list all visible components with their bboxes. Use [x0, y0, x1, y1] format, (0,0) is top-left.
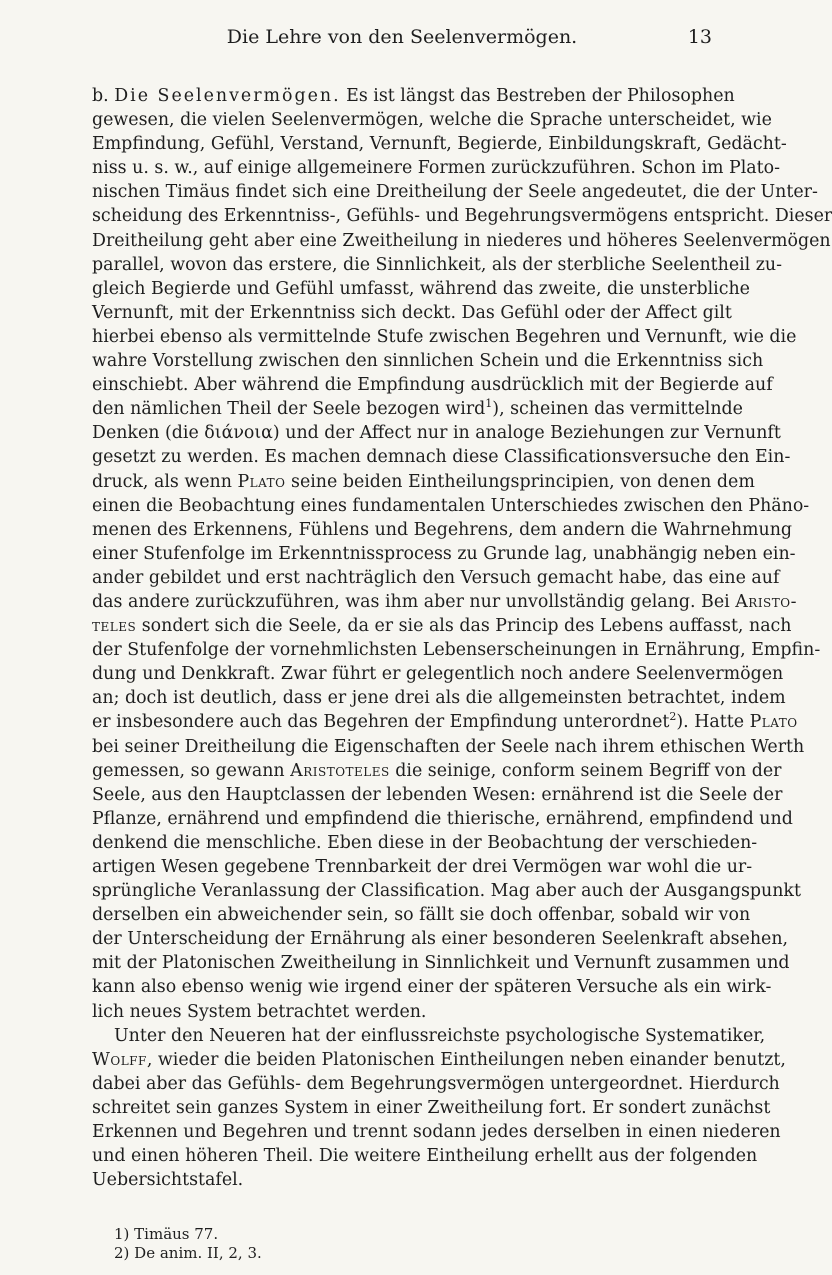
text-line — [92, 686, 786, 710]
text-run: kann also ebenso wenig wie irgend einer der späteren Versuche als ein wirk- — [92, 977, 772, 998]
text-run: Seele, aus den Hauptclassen der lebenden Wesen: ernährend ist die Seele der — [92, 784, 783, 805]
text-run: der Stufenfolge der vornehmlichsten Lebenserscheinungen in Ernährung, Empfin- — [92, 640, 821, 661]
text-line — [92, 494, 810, 518]
text-run: ). Hatte — [676, 712, 750, 733]
text-line — [92, 590, 797, 614]
text-run: Es ist längst das Bestreben der Philosophen — [340, 86, 735, 106]
text-line — [92, 735, 805, 759]
section-heading: Die Seelenvermögen. — [114, 86, 341, 106]
text-line — [92, 879, 801, 903]
text-run: gemessen, so gewann — [92, 760, 291, 781]
text-line — [92, 421, 781, 445]
text-run: die seinige, conform seinem Begriff von der — [389, 760, 782, 781]
text-run: gewesen, die vielen Seelenvermögen, welche die Sprache unterscheidet, wie — [92, 110, 772, 131]
text-run: einer Stufenfolge im Erkenntnissprocess zu Grunde lag, unabhängig neben ein- — [92, 543, 796, 564]
text-line — [92, 566, 780, 590]
text-run: und einen höheren Theil. Die weitere Eintheilung erhellt aus der folgenden — [92, 1146, 758, 1167]
text-run: Dreitheilung geht aber eine Zweitheilung in niederes und höheres Seelenvermögen — [92, 230, 831, 251]
text-line — [92, 277, 750, 301]
text-run: wahre Vorstellung zwischen den sinnlichen Schein und die Erkenntniss sich — [92, 351, 764, 372]
page-number: 13 — [687, 26, 712, 48]
text-run: bei seiner Dreitheilung die Eigenschaften der Seele nach ihrem ethischen Werth — [92, 736, 805, 757]
text-line — [92, 229, 831, 253]
body-text — [92, 84, 832, 1192]
text-line — [92, 349, 764, 373]
text-line — [92, 397, 743, 421]
text-run: Uebersichtstafel. — [92, 1170, 244, 1191]
text-line — [92, 1000, 712, 1024]
text-run: b. — [92, 86, 115, 106]
text-run: Unter den Neueren hat der einflussreichste psychologische Systematiker, — [114, 1025, 766, 1046]
text-line — [92, 1024, 766, 1048]
author-name: Plato — [749, 712, 798, 733]
author-name: teles — [92, 616, 137, 637]
text-run: dung und Denkkraft. Zwar führt er gelegentlich noch andere Seelenvermögen — [92, 664, 784, 685]
text-line — [92, 831, 758, 855]
text-run: einen die Beobachtung eines fundamentalen Unterschiedes zwischen den Phäno- — [92, 495, 810, 516]
text-line — [92, 180, 818, 204]
text-run: an; doch ist deutlich, dass er jene drei als die allgemeinsten betrachtet, indem — [92, 688, 786, 709]
text-line — [92, 1120, 781, 1144]
text-line — [92, 301, 732, 325]
author-name: Wolff — [92, 1049, 147, 1070]
text-line — [92, 951, 790, 975]
footnote: 1) Timäus 77. — [114, 1225, 219, 1243]
footnote: 2) De anim. II, 2, 3. — [114, 1244, 262, 1262]
footnote-ref: 2 — [669, 710, 677, 724]
text-line — [92, 325, 797, 349]
text-run: Empfindung, Gefühl, Verstand, Vernunft, Begierde, Einbildungskraft, Gedächt- — [92, 134, 787, 155]
author-name: Plato — [237, 471, 286, 492]
text-run: mit der Platonischen Zweitheilung in Sinnlichkeit und Vernunft zusammen und — [92, 953, 790, 974]
text-run: einschiebt. Aber während die Empfindung ausdrücklich mit der Begierde auf — [92, 375, 773, 396]
text-line — [92, 855, 753, 879]
text-line — [92, 903, 751, 927]
text-run: seine beiden Eintheilungsprincipien, von denen dem — [285, 471, 755, 492]
text-line — [92, 614, 792, 638]
text-run: parallel, wovon das erstere, die Sinnlichkeit, als der sterbliche Seelentheil zu- — [92, 254, 783, 275]
text-run: gesetzt zu werden. Es machen demnach diese Classificationsversuche den Ein- — [92, 447, 791, 468]
text-line — [92, 1072, 780, 1096]
text-line — [92, 373, 773, 397]
text-line — [92, 445, 791, 469]
text-run: er insbesondere auch das Begehren der Empfindung unterordnet — [92, 712, 670, 733]
page-header — [92, 26, 712, 56]
text-line — [92, 156, 780, 180]
text-line — [92, 759, 782, 783]
footnote-ref: 1 — [485, 397, 493, 411]
author-name: Aristoteles — [290, 760, 390, 781]
text-line — [92, 84, 735, 108]
text-run: Pflanze, ernährend und empfindend die thierische, ernährend, empfindend und — [92, 808, 793, 829]
text-run: niss u. s. w., auf einige allgemeinere Formen zurückzuführen. Schon im Plato- — [92, 158, 780, 179]
text-run: ), scheinen das vermittelnde — [492, 399, 743, 420]
text-line — [92, 132, 787, 156]
text-run: dabei aber das Gefühls- dem Begehrungsvermögen untergeordnet. Hierdurch — [92, 1073, 780, 1094]
text-line — [92, 1096, 771, 1120]
text-run: scheidung des Erkenntniss-, Gefühls- und Begehrungsvermögens entspricht. Dieser — [92, 206, 832, 227]
text-line — [92, 1168, 712, 1192]
text-run: hierbei ebenso als vermittelnde Stufe zwischen Begehren und Vernunft, wie die — [92, 326, 797, 347]
text-run: druck, als wenn — [92, 471, 238, 492]
text-run: den nämlichen Theil der Seele bezogen wird — [92, 399, 486, 420]
text-line — [92, 470, 755, 494]
author-name: Aristo- — [735, 591, 797, 612]
running-title: Die Lehre von den Seelenvermögen. — [226, 26, 578, 48]
text-run: ander gebildet und erst nachträglich den Versuch gemacht habe, das eine auf — [92, 567, 780, 588]
text-run: derselben ein abweichender sein, so fällt sie doch offenbar, sobald wir von — [92, 905, 751, 926]
text-line — [92, 927, 789, 951]
text-run: artigen Wesen gegebene Trennbarkeit der drei Vermögen war wohl die ur- — [92, 857, 753, 877]
text-run: gleich Begierde und Gefühl umfasst, während das zweite, die unsterbliche — [92, 278, 750, 299]
text-run: nischen Timäus findet sich eine Dreitheilung der Seele angedeutet, die der Unter- — [92, 182, 818, 203]
text-line — [92, 204, 832, 228]
text-run: Denken (die διάνοια) und der Affect nur in analoge Beziehungen zur Vernunft — [92, 423, 781, 444]
text-run: Erkennen und Begehren und trennt sodann jedes derselben in einen niederen — [92, 1122, 781, 1143]
text-run: sprüngliche Veranlassung der Classification. Mag aber auch der Ausgangspunkt — [92, 881, 801, 902]
text-run: , wieder die beiden Platonischen Eintheilungen neben einander benutzt, — [146, 1049, 786, 1070]
text-line — [92, 710, 798, 734]
text-line — [92, 662, 784, 686]
text-run: menen des Erkennens, Fühlens und Begehrens, dem andern die Wahrnehmung — [92, 519, 793, 540]
text-run: der Unterscheidung der Ernährung als einer besonderen Seelenkraft absehen, — [92, 929, 789, 950]
text-line — [92, 518, 793, 542]
text-line — [92, 1144, 758, 1168]
text-line — [92, 1048, 786, 1072]
text-line — [92, 783, 783, 807]
text-run: lich neues System betrachtet werden. — [92, 1001, 427, 1022]
text-line — [92, 807, 793, 831]
text-run: Vernunft, mit der Erkenntniss sich deckt. Das Gefühl oder der Affect gilt — [92, 302, 732, 323]
footnotes — [114, 1225, 414, 1263]
text-line — [92, 253, 783, 277]
text-run: das andere zurückzuführen, was ihm aber nur unvollständig gelang. Bei — [92, 591, 736, 612]
text-run: sondert sich die Seele, da er sie als das Princip des Lebens auffasst, nach — [136, 616, 792, 637]
text-line — [92, 542, 796, 566]
text-line — [92, 108, 772, 132]
text-line — [92, 638, 821, 662]
text-run: schreitet sein ganzes System in einer Zweitheilung fort. Er sondert zunächst — [92, 1097, 771, 1118]
text-run: denkend die menschliche. Eben diese in der Beobachtung der verschieden- — [92, 832, 758, 853]
text-line — [92, 975, 772, 999]
